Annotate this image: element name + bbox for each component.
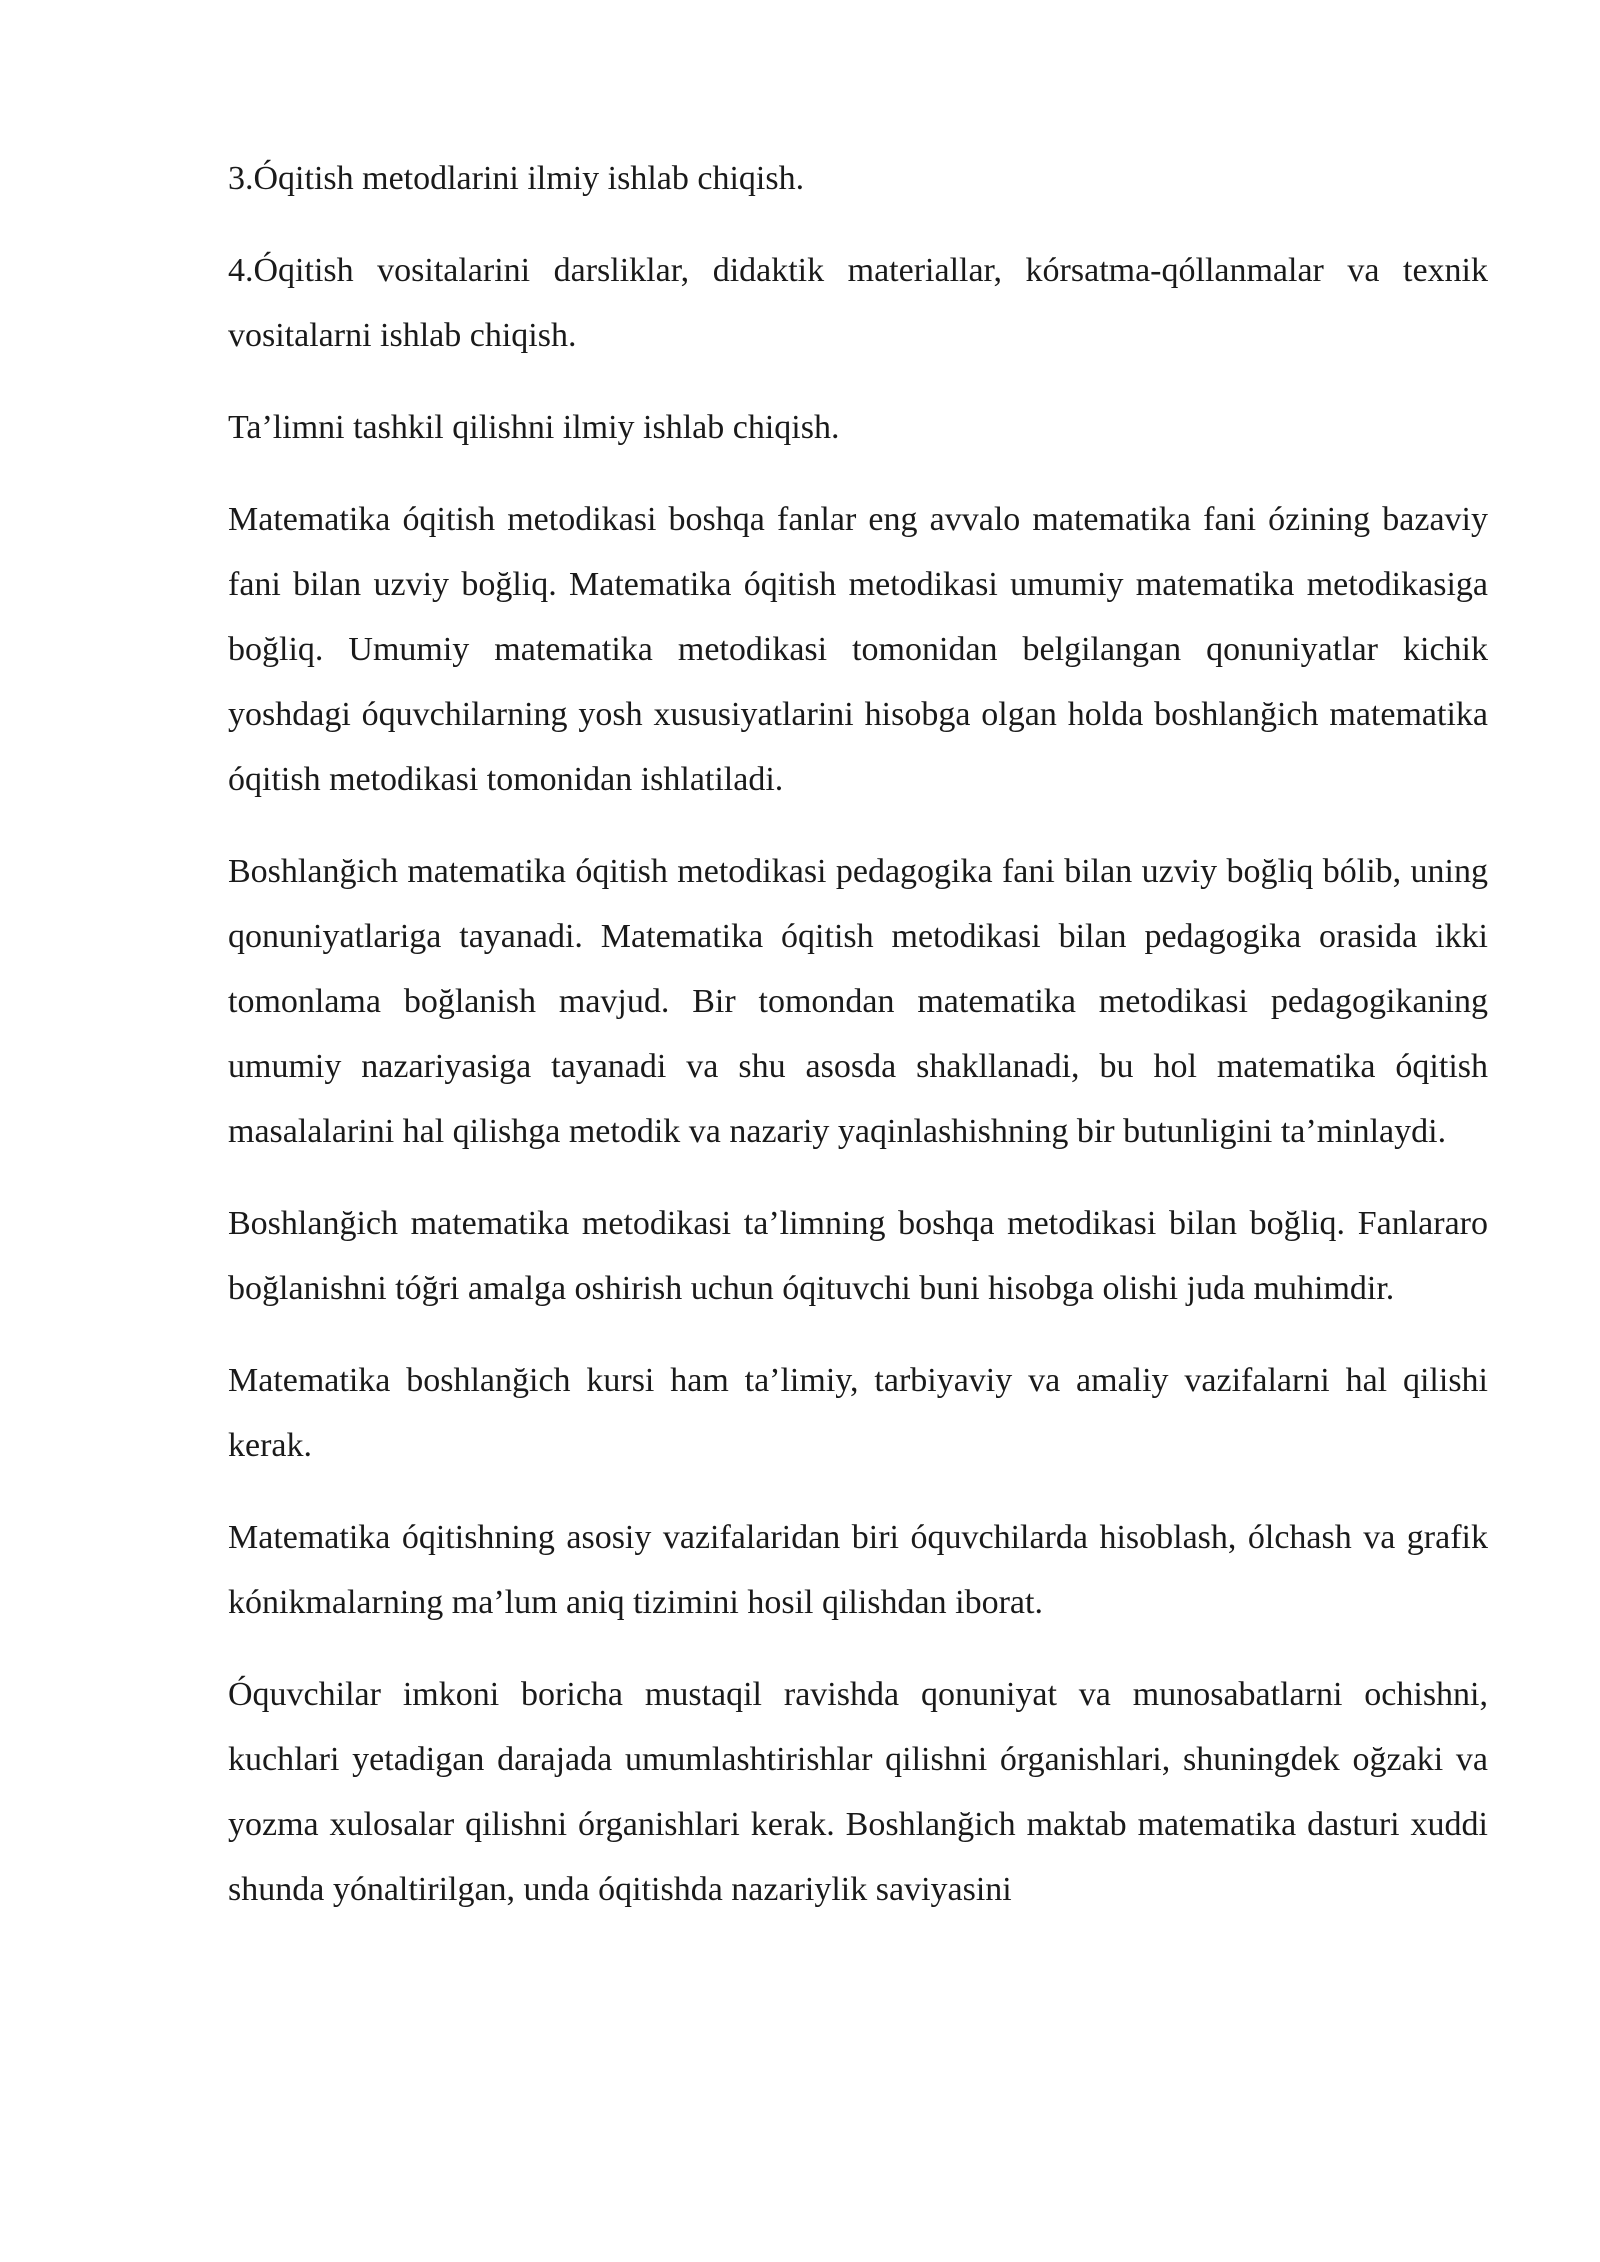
list-item-3: 3.Óqitish metodlarini ilmiy ishlab chiqish. — [228, 160, 805, 197]
paragraph-oquvchilar: Óquvchilar imkoni boricha mustaqil ravishda qonuniyat va munosabatlarni ochishni, kuchlari yetadigan darajada umumlashtirishlar qilishni órganishlari, shuningdek oğzaki va yozma xulosalar qilishni órganishlari kerak. Boshlanğich maktab matematika dasturi xuddi shunda yónaltirilgan, unda óqitishda nazariylik saviyasini — [228, 1676, 1488, 1908]
paragraph-pedagogika: Boshlanğich matematika óqitish metodikasi pedagogika fani bilan uzviy boğliq bólib, uning qonuniyatlariga tayanadi. Matematika óqitish metodikasi bilan pedagogika orasida ikki tomonlama boğlanish mavjud. Bir tomondan matematika metodikasi pedagogikaning umumiy nazariyasiga tayanadi va shu asosda shakllanadi, bu hol matematika óqitish masalalarini hal qilishga metodik va nazariy yaqinlashishning bir butunligini ta’minlaydi. — [228, 853, 1488, 1150]
paragraph-fanlararo: Boshlanğich matematika metodikasi ta’limning boshqa metodikasi bilan boğliq. Fanlararo boğlanishni tóğri amalga oshirish uchun óqituvchi buni hisobga olishi juda muhimdir. — [228, 1205, 1488, 1307]
paragraph-matematika-metodikasi: Matematika óqitish metodikasi boshqa fanlar eng avvalo matematika fani ózining bazaviy fani bilan uzviy boğliq. Matematika óqitish metodikasi umumiy matematika metodikasiga boğliq. Umumiy matematika metodikasi tomonidan belgilangan qonuniyatlar kichik yoshdagi óquvchilarning yosh xususiyatlarini hisobga olgan holda boshlanğich matematika óqitish metodikasi tomonidan ishlatiladi. — [228, 501, 1488, 798]
paragraph-asosiy-vazifa: Matematika óqitishning asosiy vazifalaridan biri óquvchilarda hisoblash, ólchash va grafik kónikmalarning ma’lum aniq tizimini hosil qilishdan iborat. — [228, 1519, 1488, 1621]
paragraph-talim: Ta’limni tashkil qilishni ilmiy ishlab chiqish. — [228, 409, 840, 446]
list-item-4: 4.Óqitish vositalarini darsliklar, didaktik materiallar, kórsatma-qóllanmalar va texnik vositalarni ishlab chiqish. — [228, 252, 1488, 354]
paragraph-vazifalar: Matematika boshlanğich kursi ham ta’limiy, tarbiyaviy va amaliy vazifalarni hal qilishi kerak. — [228, 1362, 1488, 1464]
document-page — [228, 146, 1488, 1949]
